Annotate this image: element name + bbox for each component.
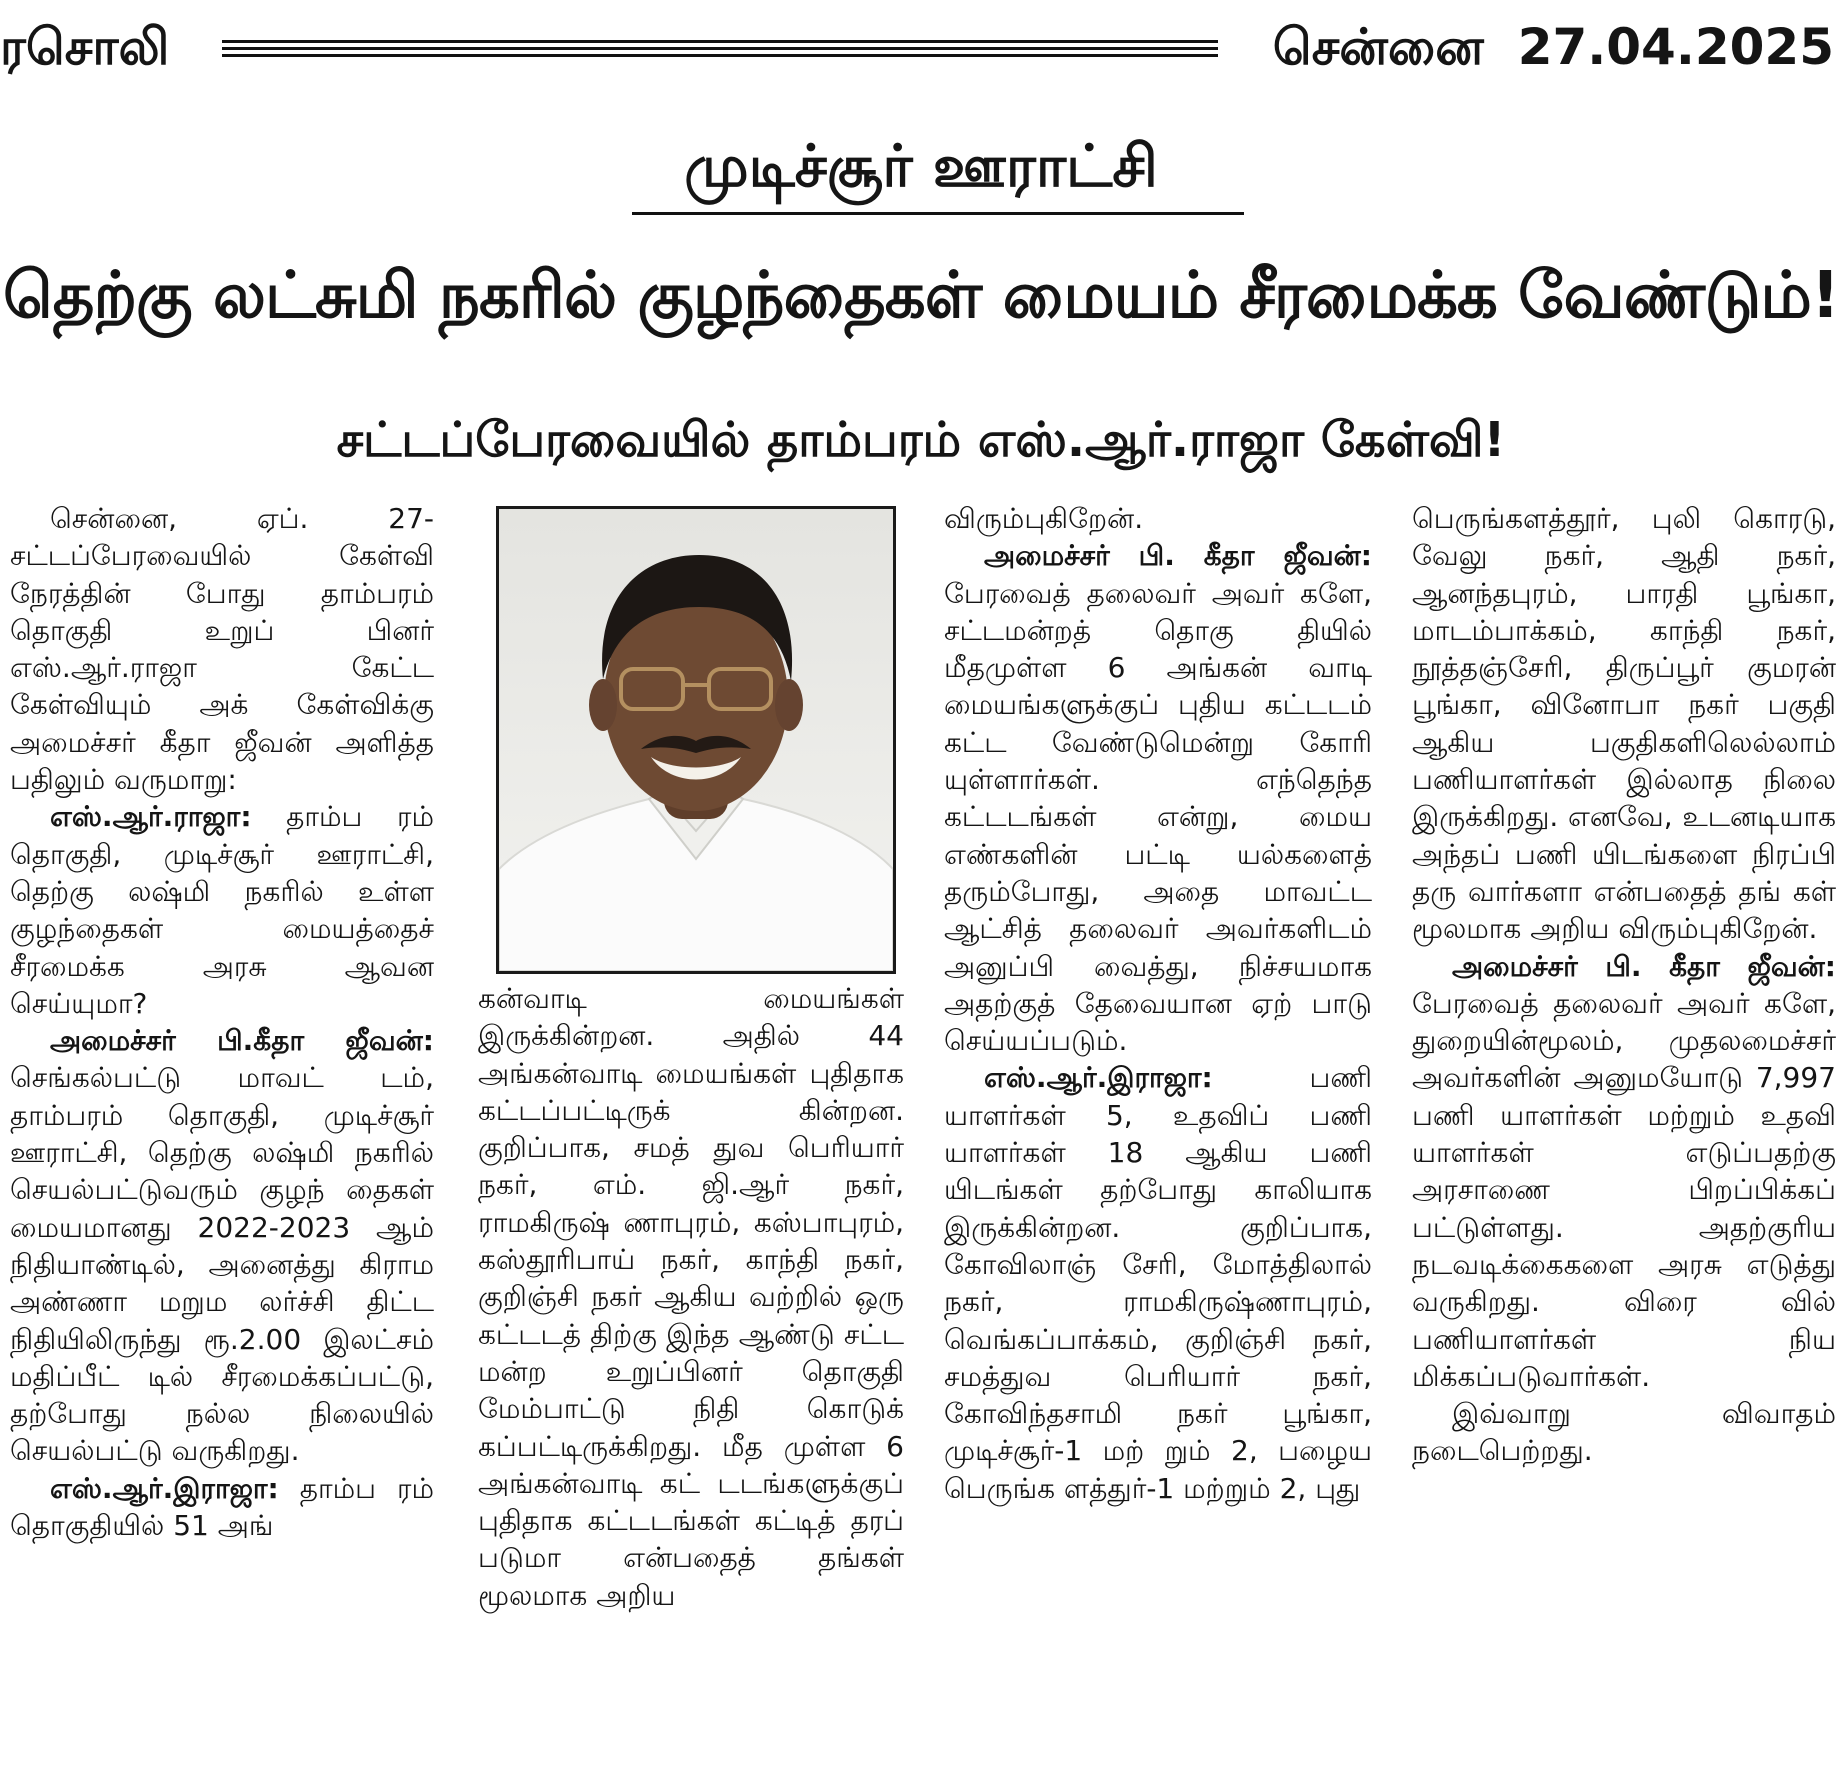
article-column-4 [1412,500,1836,1772]
paragraph-text: பணி யாளர்கள் 5, உதவிப் பணி யாளர்கள் 18 ஆகிய பணி யிடங்கள் தற்போது காலியாக இருக்கின்றன. குறிப்பாக, கோவிலாஞ் சேரி, மோத்திலால் நகர், ராமகிருஷ்ணாபுரம், வெங்கப்பாக்கம், குறிஞ்சி நகர், சமத்துவ பெரியார் நகர், கோவிந்தசாமி நகர் பூங்கா, முடிச்சூர்-1 மற் றும் 2, பழைய பெருங்க ளத்துர்-1 மற்றும் 2, புது [944,1061,1372,1505]
speaker-name: அமைச்சர் பி. கீதா ஜீவன்: [984,539,1372,573]
paragraph-text: தாம்ப ரம் தொகுதியில் 51 அங் [10,1471,434,1543]
speaker-name: அமைச்சர் பி. கீதா ஜீவன்: [1452,949,1836,983]
paragraph-text: பேரவைத் தலைவர் அவர் களே, சட்டமன்றத் தொகு தியில் மீதமுள்ள 6 அங்கன் வாடி மையங்களுக்குப் புதிய கட்டடம் கட்ட வேண்டுமென்று கோரி யுள்ளார்கள். எந்தெந்த கட்டடங்கள் என்று, மைய எண்களின் பட்டி யல்களைத் தரும்போது, அதை மாவட்ட ஆட்சித் தலைவர் அவர்களிடம் அனுப்பி வைத்து, நிச்சயமாக அதற்குத் தேவையான ஏற் பாடு செய்யப்படும். [944,576,1372,1058]
edition-info [1273,12,1834,82]
masthead-rule [222,40,1218,64]
paragraph: விரும்புகிறேன். [944,502,1144,535]
speaker-name: எஸ்.ஆர்.ராஜா: [50,800,252,834]
paragraph [944,537,1372,1059]
paragraph: கன்வாடி மையங்கள் இருக்கின்றன. அதில் 44 அங்கன்வாடி மையங்கள் புதிதாக கட்டப்பட்டிருக் கின்றன. குறிப்பாக, சமத் துவ பெரியார் நகர், எம். ஜி.ஆர் நகர், ராமகிருஷ் ணாபுரம், கஸ்பாபுரம், கஸ்தூரிபாய் நகர், காந்தி நகர், குறிஞ்சி நகர் ஆகிய வற்றில் ஒரு கட்டடத் திற்கு இந்த ஆண்டு சட்ட மன்ற உறுப்பினர் தொகுதி மேம்பாட்டு நிதி கொடுக் கப்பட்டிருக்கிறது. மீத முள்ள 6 அங்கன்வாடி கட் டடங்களுக்குப் புதிதாக கட்டடங்கள் கட்டித் தரப் படுமா என்பதைத் தங்கள் மூலமாக அறிய [478,982,904,1612]
paragraph [10,798,434,1022]
paragraph: பெருங்களத்தூர், புலி கொரடு, வேலு நகர், ஆதி நகர், ஆனந்தபுரம், பாரதி பூங்கா, மாடம்பாக்கம், காந்தி நகர், நூத்தஞ்சேரி, திருப்பூர் குமரன் பூங்கா, வினோபா நகர் பகுதி ஆகிய பகுதிகளிலெல்லாம் பணியாளர்கள் இல்லாத நிலை இருக்கிறது. எனவே, உடனடியாக அந்தப் பணி யிடங்களை நிரப்பி தரு வார்களா என்பதைத் தங் கள் மூலமாக அறிய விரும்புகிறேன். [1412,502,1836,946]
paragraph [944,1059,1372,1507]
article-column-1 [10,500,434,1772]
edition-city: சென்னை [1272,18,1484,76]
speaker-name: எஸ்.ஆர்.இராஜா: [50,1471,279,1505]
article-headline: தெற்கு லட்சுமி நகரில் குழந்தைகள் மையம் சீரமைக்க வேண்டும்! [2,259,1840,333]
speaker-name: எஸ்.ஆர்.இராஜா: [984,1061,1213,1095]
paragraph-text: பேரவைத் தலைவர் அவர் களே, துறையின்மூலம், முதலமைச்சர் அவர்களின் அனுமயோடு 7,997 பணி யாளர்கள் மற்றும் உதவி யாளர்கள் எடுப்பதற்கு அரசாணை பிறப்பிக்கப் பட்டுள்ளது. அதற்குரிய நடவடிக்கைகளை அரசு எடுத்து வருகிறது. விரை வில் பணியாளர்கள் நிய மிக்கப்படுவார்கள். [1412,986,1836,1393]
article-intro: சென்னை, ஏப். 27- சட்டப்பேரவையில் கேள்வி நேரத்தின் போது தாம்பரம் தொகுதி உறுப் பினர் எஸ்.ஆர்.ராஜா கேட்ட கேள்வியும் அக் கேள்விக்கு அமைச்சர் கீதா ஜீவன் அளித்த பதிலும் வருமாறு: [10,502,434,797]
closing-paragraph: இவ்வாறு விவாதம் நடைபெற்றது. [1412,1397,1836,1468]
article-kicker: முடிச்சூர் ஊராட்சி [684,132,1158,200]
photo-ear-left [589,679,617,731]
kicker-underline [632,212,1244,215]
paragraph [1412,948,1836,1396]
portrait-photo-icon [499,509,893,971]
speaker-name: அமைச்சர் பி.கீதா ஜீவன்: [50,1024,434,1058]
paragraph [10,1470,434,1545]
paragraph-text: தாம்ப ரம் தொகுதி, முடிச்சூர் ஊராட்சி, தெற்கு லஷ்மி நகரில் உள்ள குழந்தைகள் மையத்தைச் சீரமைக்க அரசு ஆவன செய்யுமா? [10,800,434,1020]
article-column-3 [944,500,1372,1772]
masthead [0,0,1842,100]
article-column-2 [478,980,904,1772]
portrait-photo [496,506,896,974]
photo-ear-right [775,679,803,731]
edition-date: 27.04.2025 [1517,18,1834,76]
paragraph [10,1022,434,1470]
article-subheadline: சட்டப்பேரவையில் தாம்பரம் எஸ்.ஆர்.ராஜா கேள்வி! [336,412,1506,468]
paper-name: ரசொலி [0,18,170,76]
paragraph-text: செங்கல்பட்டு மாவட் டம், தாம்பரம் தொகுதி, முடிச்சூர் ஊராட்சி, தெற்கு லஷ்மி நகரில் செயல்பட்டுவரும் குழந் தைகள் மையமானது 2022-2023 ஆம் நிதியாண்டில், அனைத்து கிராம அண்ணா மறும லர்ச்சி திட்ட நிதியிலிருந்து ரூ.2.00 இலட்சம் மதிப்பீட் டில் சீரமைக்கப்பட்டு, தற்போது நல்ல நிலையில் செயல்பட்டு வருகிறது. [10,1061,434,1468]
